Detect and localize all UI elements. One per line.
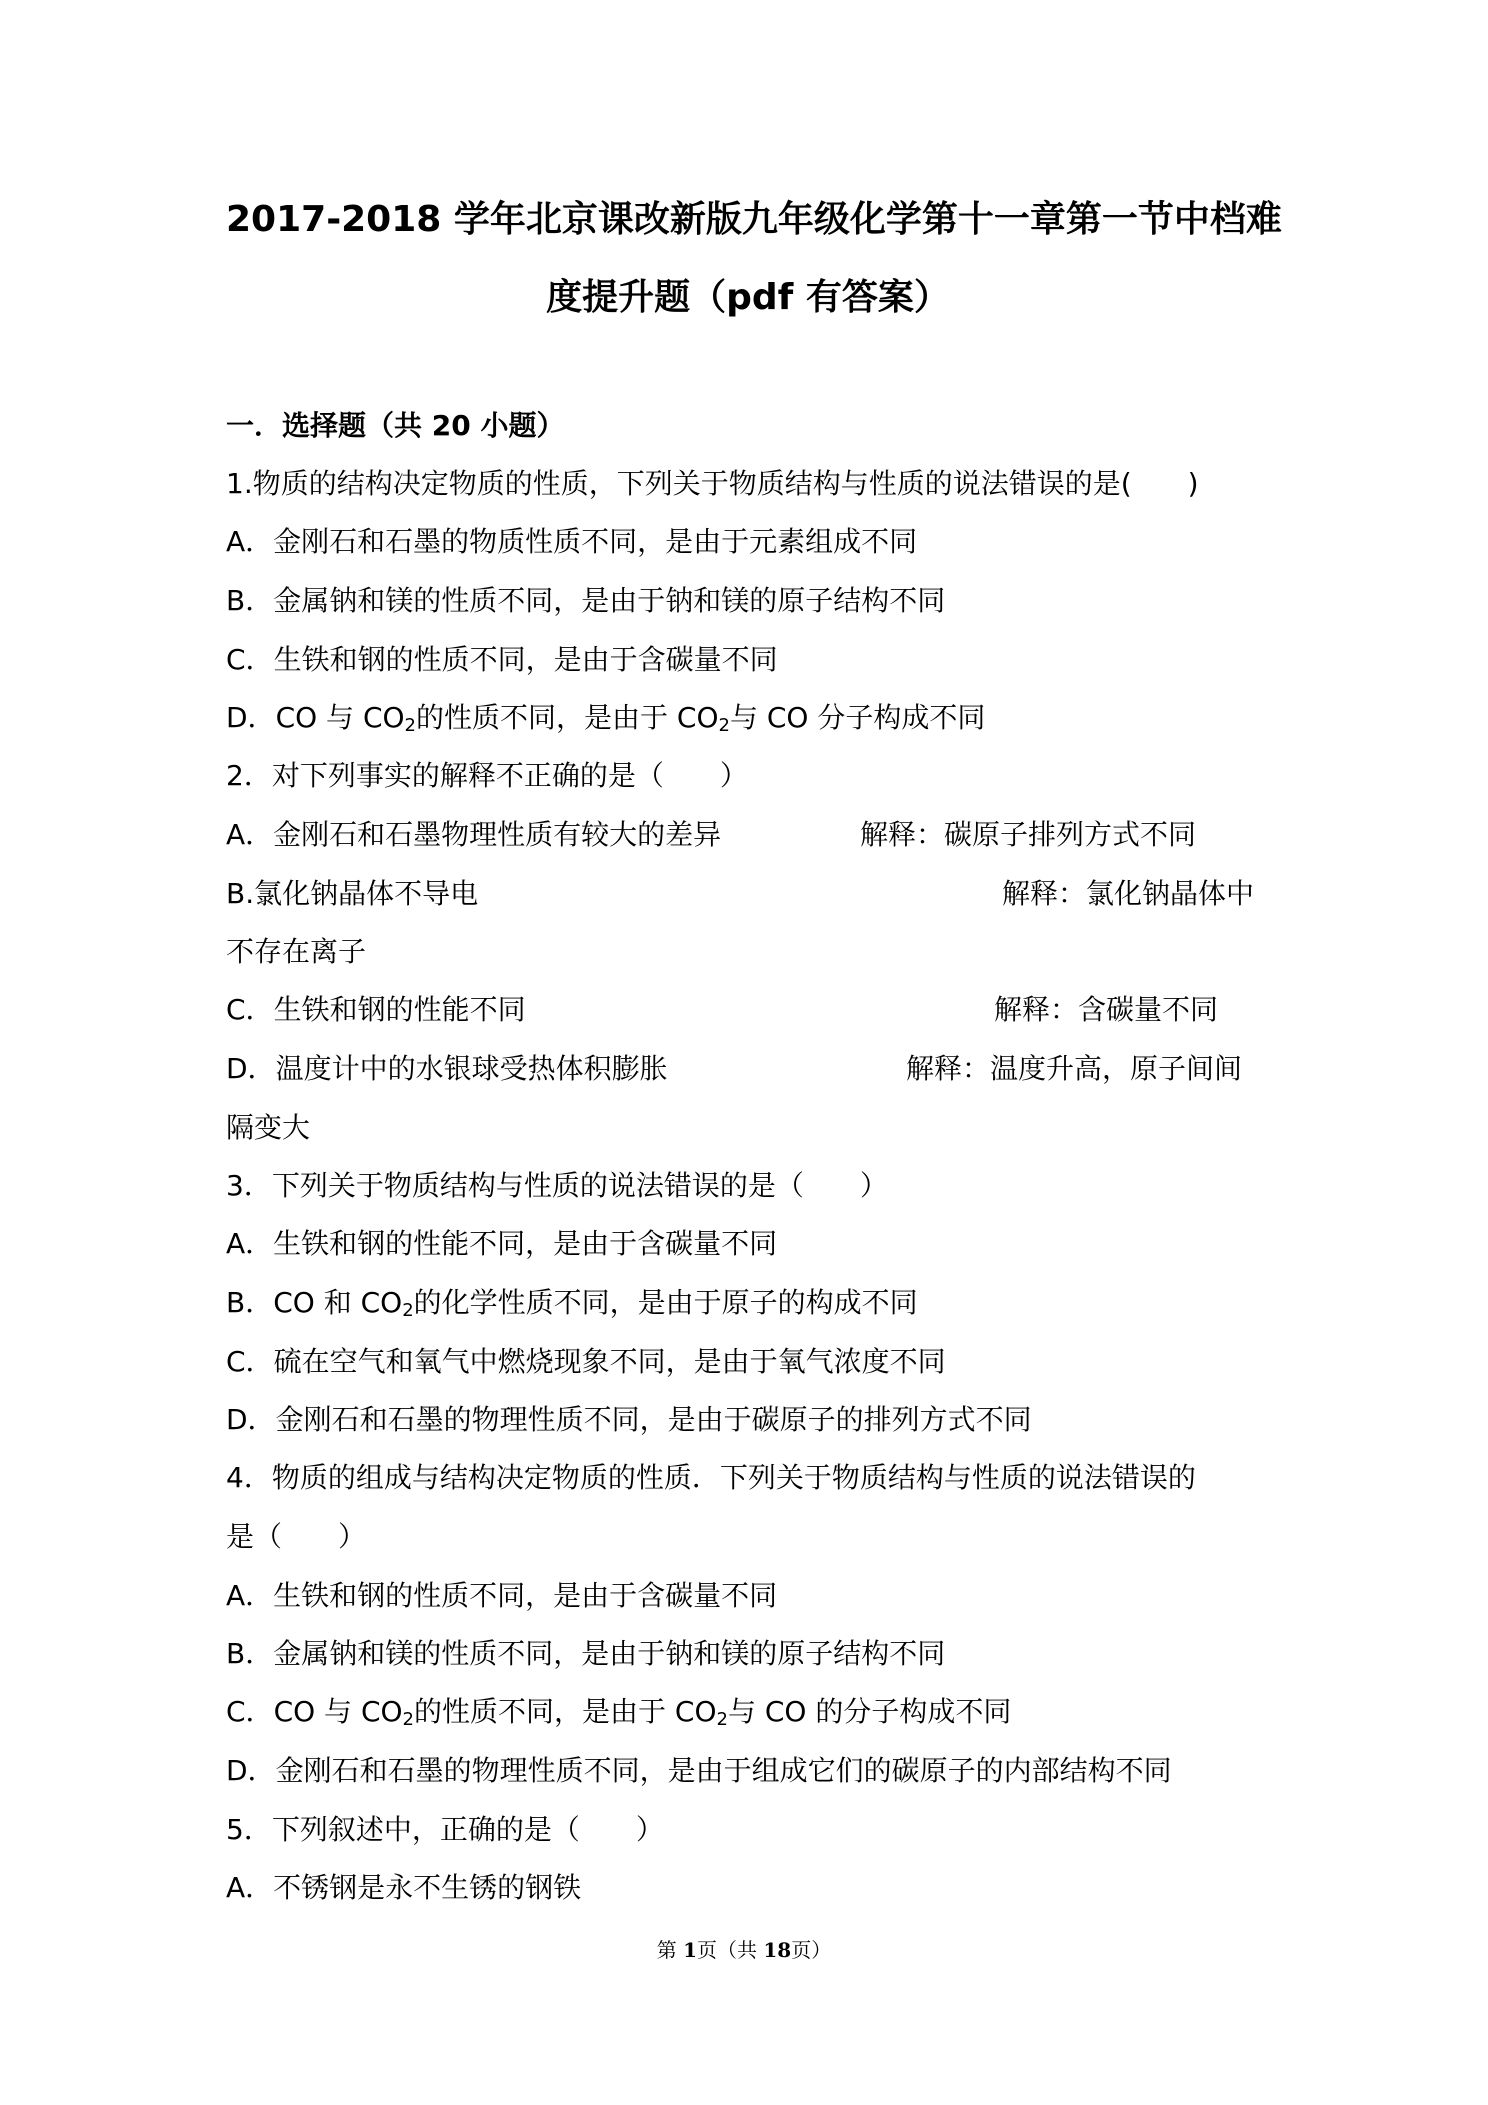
question-4-stem: 4．物质的组成与结构决定物质的性质．下列关于物质结构与性质的说法错误的 (226, 1461, 1196, 1494)
question-4-stem-wrap: 是（ ） (226, 1520, 367, 1553)
question-3-option-a: A．生铁和钢的性能不同，是由于含碳量不同 (226, 1227, 778, 1260)
question-2-option-d-explanation: 解释：温度升高，原子间间 (906, 1052, 1243, 1085)
question-5-stem: 5．下列叙述中，正确的是（ ） (226, 1813, 664, 1846)
current-page-number: 1 (683, 1938, 698, 1962)
question-2-option-a-explanation: 解释：碳原子排列方式不同 (860, 818, 1197, 851)
document-title-line-1: 2017-2018 学年北京课改新版九年级化学第十一章第一节中档难 (226, 199, 1282, 240)
question-3-option-c: C．硫在空气和氧气中燃烧现象不同，是由于氧气浓度不同 (226, 1345, 946, 1378)
document-title-line-2: 度提升题（pdf 有答案） (546, 277, 950, 318)
question-2-option-a: A．金刚石和石墨物理性质有较大的差异 解释：碳原子排列方式不同 (226, 818, 1197, 851)
question-5-option-a: A．不锈钢是永不生锈的钢铁 (226, 1871, 582, 1904)
question-2-option-b: B.氯化钠晶体不导电 解释：氯化钠晶体中 (226, 877, 1255, 910)
question-2-option-b-explanation: 解释：氯化钠晶体中 (1002, 877, 1255, 910)
question-4-option-c: C．CO 与 $CO_2$的性质不同，是由于 $CO_2$与 CO 的分子构成不同 (226, 1695, 1012, 1730)
question-3-stem: 3．下列关于物质结构与性质的说法错误的是（ ） (226, 1169, 888, 1202)
page-footer: 第 1页（共 18页） (656, 1938, 832, 1962)
question-1-option-d: D．CO 与 $CO_2$的性质不同，是由于 $CO_2$与 CO 分子构成不同 (226, 701, 986, 736)
question-2-stem: 2．对下列事实的解释不正确的是（ ） (226, 759, 748, 792)
question-2-option-b-wrap: 不存在离子 (226, 935, 367, 968)
total-page-count: 18 (763, 1938, 792, 1962)
question-2-option-c-explanation: 解释：含碳量不同 (994, 993, 1219, 1026)
question-4-option-b: B．金属钠和镁的性质不同，是由于钠和镁的原子结构不同 (226, 1637, 946, 1670)
question-2-option-d: D．温度计中的水银球受热体积膨胀 解释：温度升高，原子间间 (226, 1052, 1243, 1085)
question-1-stem: 1.物质的结构决定物质的性质，下列关于物质结构与性质的说法错误的是( ) (226, 467, 1199, 500)
question-4-option-a: A．生铁和钢的性质不同，是由于含碳量不同 (226, 1579, 778, 1612)
question-2-option-c: C．生铁和钢的性能不同 解释：含碳量不同 (226, 993, 1219, 1026)
question-1-option-a: A．金刚石和石墨的物质性质不同，是由于元素组成不同 (226, 525, 918, 558)
question-1-option-c: C．生铁和钢的性质不同，是由于含碳量不同 (226, 643, 778, 676)
question-3-option-b: B．CO 和 $CO_2$的化学性质不同，是由于原子的构成不同 (226, 1286, 918, 1321)
question-2-option-d-wrap: 隔变大 (226, 1111, 311, 1144)
question-4-option-d: D．金刚石和石墨的物理性质不同，是由于组成它们的碳原子的内部结构不同 (226, 1754, 1172, 1787)
section-heading: 一．选择题（共 20 小题） (226, 409, 565, 442)
question-3-option-d: D．金刚石和石墨的物理性质不同，是由于碳原子的排列方式不同 (226, 1403, 1032, 1436)
question-1-option-b: B．金属钠和镁的性质不同，是由于钠和镁的原子结构不同 (226, 584, 946, 617)
